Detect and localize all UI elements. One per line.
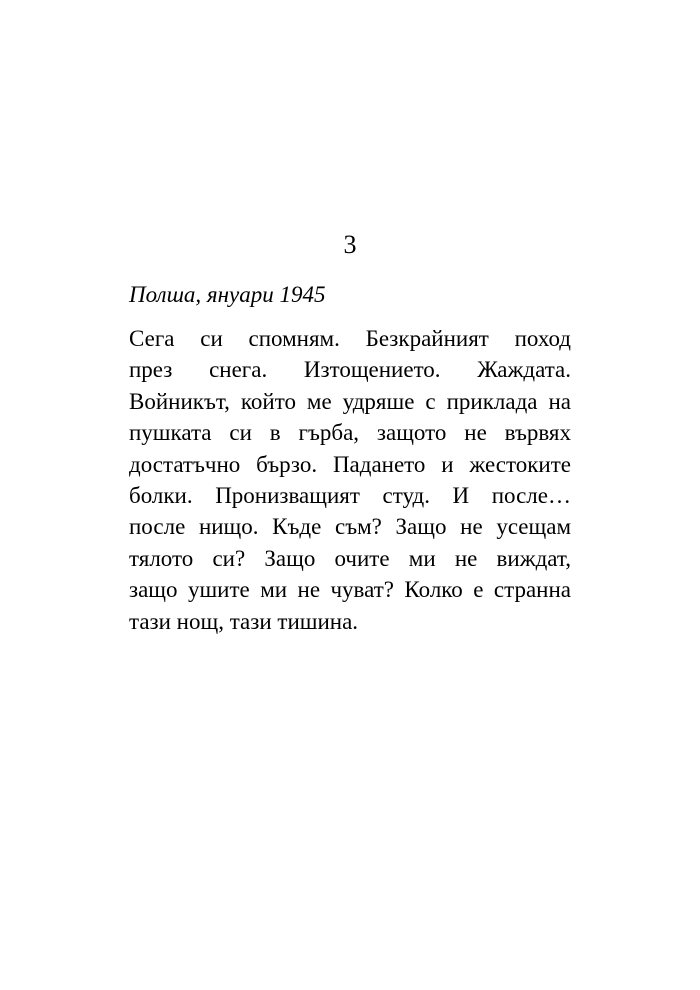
paragraph-line: Войникът, който ме удряше с приклада на — [129, 388, 571, 414]
paragraph-line: после нищо. Къде съм? Защо не усещам — [129, 514, 571, 540]
paragraph-line: болки. Пронизващият студ. И после… — [129, 482, 571, 508]
paragraph-line: тази нощ, тази тишина. — [129, 608, 359, 634]
paragraph-line: пушката си в гърба, защото не вървях — [129, 420, 571, 446]
paragraph-line: Сега си спомням. Безкрайният поход — [129, 326, 571, 351]
paragraph-line: достатъчно бързо. Падането и жестоките — [129, 451, 571, 477]
paragraph-line: през снега. Изтощението. Жаждата. — [129, 357, 571, 383]
chapter-number: 3 — [343, 230, 357, 259]
paragraph-line: защо ушите ми не чуват? Колко е странна — [129, 577, 571, 603]
paragraph-line: тялото си? Защо очите ми не виждат, — [129, 545, 571, 571]
place-date-heading: Полша, януари 1945 — [129, 282, 326, 307]
body-paragraph — [129, 323, 571, 637]
